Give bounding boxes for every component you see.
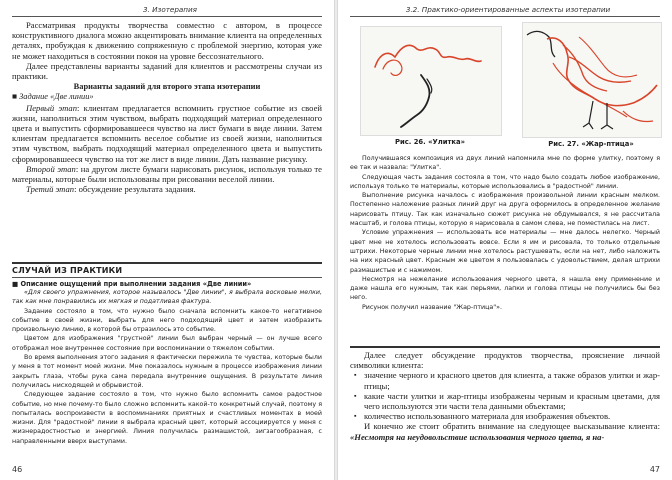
- stage-2: [12, 164, 322, 184]
- case-box: [12, 266, 322, 446]
- case-title: СЛУЧАЙ ИЗ ПРАКТИКИ: [12, 266, 123, 275]
- case-bottom-rule: [350, 346, 660, 348]
- running-head: 3. Изотерапия: [142, 5, 197, 14]
- case-continuation: [350, 154, 660, 312]
- figure-caption: Рис. 26. «Улитка»: [394, 138, 466, 146]
- case-top-rule: [12, 262, 322, 264]
- list-item: ▪ какие части улитки и жар-птицы изображены черным и красным цветами, для чего используются эти части тела данными объектами;: [364, 391, 660, 411]
- page-number: 47: [649, 465, 660, 474]
- case-paragraph: Во время выполнения этого задания я фактически пережила те чувства, которые были у меня в тот момент моей жизни. Мне показалось нужным в процессе изображения линии закрыть глаза, чтобы рука сама передала внутренние ощущения. В результате линия получилась нисходящей и обрывистой.: [12, 354, 322, 389]
- paragraph: Далее представлены варианты заданий для клиентов и рассмотрены случаи из практики.: [12, 60, 322, 82]
- list-item: ▪ значение черного и красного цветов для клиента, а также образов улитки и жар-птицы;: [364, 370, 660, 390]
- header-rule: [350, 16, 660, 17]
- stage-label: Второй этап: [26, 163, 76, 174]
- right-page: [338, 0, 672, 480]
- paragraph: Далее следует обсуждение продуктов творчества, прояснение личной символики клиента:: [350, 350, 660, 371]
- stage-3: [12, 184, 322, 194]
- stage-label: Первый этап: [26, 102, 78, 113]
- case-paragraph: «Для своего упражнения, которое называлось "Две линии", я выбрала восковые мелки, так как мне понравились их мягкая и податливая фактура.: [12, 289, 322, 306]
- case-paragraph: Несмотря на нежелание использования черного цвета, я нашла ему применение и даже нашла его нужным, так как перьями, лапки и голова птицы не получились бы без него.: [350, 275, 660, 302]
- figure-snail: [360, 26, 502, 136]
- case-paragraph: Условие упражнения — использовать все материалы — мне далось нелегко. Черный цвет мне не хотелось использовать вовсе. Если я им и рисовала, то только отдельные штрихи. Некоторые черные линии мне хотелось растушевать, если на нет, либо наложить на них красный цвет. Красным же цветом я пользовалась с удовольствием, делая штрихи размашистые и с нажимом.: [350, 229, 660, 274]
- paragraph: Рассматривая продукты творчества совместно с автором, в процессе конструктивного диалога можно акцентировать внимание клиента на определенных деталях, пробуждая к движению сопряженную с проблемой энергию, которая уже не может находиться в состоянии покоя на уровне бессознательного.: [12, 20, 322, 61]
- discussion-list: [350, 370, 660, 421]
- case-subtitle-text: Описание ощущений при выполнении задания «Две линии»: [20, 280, 252, 288]
- case-rule: [12, 277, 322, 278]
- section-heading: Варианты заданий для второго этапа изотерапии: [73, 82, 261, 92]
- running-head: 3.2. Практико-ориентированные аспекты изотерапии: [405, 5, 611, 14]
- header-rule: [12, 16, 322, 17]
- stage-text: : обсуждение результата задания.: [74, 184, 196, 195]
- case-paragraph: Следующее задание состояло в том, что нужно было вспомнить самое радостное событие, но мне почему-то было сложно вспомнить какой-то конкретный случай, поэтому я попыталась воспроизвести в воспоминаниях приятных и счастливых моментах в моей жизни. Для "радостной" линии я выбрала красный цвет, который ассоциируется у меня с жизнерадостностью и энергией. Линия получилась размашистой, зигзагообразная, с направленными вверх выступами.: [12, 391, 322, 445]
- client-quote: «Несмотря на неудовольствие использования черного цвета, я на-: [350, 431, 605, 442]
- case-paragraph: Рисунок получил название "Жар-птица"».: [362, 303, 502, 311]
- main-text: [12, 20, 322, 194]
- square-bullet-icon: ■: [12, 280, 19, 288]
- case-subtitle: [12, 280, 322, 288]
- stage-1: [12, 103, 322, 164]
- figure-firebird: [522, 22, 662, 138]
- main-text: [350, 350, 660, 442]
- firebird-drawing-icon: [523, 23, 661, 137]
- case-paragraph: Следующая часть задания состояла в том, что надо было создать любое изображение, используя только те материалы, которые использовались в "радостной" линии.: [350, 173, 660, 190]
- left-page: [0, 0, 334, 480]
- paragraph: [350, 421, 660, 441]
- paragraph-text: И конечно же стоит обратить внимание на следующее высказывание клиента:: [364, 421, 660, 432]
- figure-caption: Рис. 27. «Жар-птица»: [548, 140, 634, 148]
- square-bullet-icon: ■: [12, 92, 18, 102]
- case-paragraph: Задание состояло в том, что нужно было сначала вспомнить какое-то негативное событие в своей жизни, выбрать для него подходящий цвет и затем изобразить произвольную линию, в которой бы отразилось это событие.: [12, 307, 322, 334]
- page-number: 46: [12, 465, 23, 474]
- task-title: [12, 92, 322, 102]
- snail-drawing-icon: [361, 27, 501, 135]
- stage-label: Третий этап: [26, 184, 75, 195]
- case-paragraph: Выполнение рисунка началось с изображения произвольной линии красным мелком. Постепенно наложение разных линий друг на друга оформилось в определенное желание нарисовать птицу. Так как изначально сюжет рисунка не обдумывался, я не рассчитала масштаб, и голова птицы, которую я нарисовала в самом слева, не поместилась на лист.: [350, 192, 660, 228]
- stage-text: : клиентам предлагается вспомнить грустное событие из своей жизни, наполниться этим чувством, выбрать подходящий материал определенного цвета и выпустить сформировавшееся чувство на лист бумаги в виде линии. Затем клиентам предлагается вспомнить веселое событие из своей жизни, наполниться этим чувством, выбрать подходящий материал определенного цвета и выпустить сформировавшееся чувство на тот же лист в виде линии. Дать название рисунку.: [12, 102, 322, 164]
- task-name: Задание «Две линии»: [19, 92, 94, 102]
- list-item: ▪ количество использованного материала для изображения объектов.: [364, 411, 660, 421]
- stage-text: : на другом листе бумаги нарисовать рисунок, используя только те материалы, которые были использованы при рисовании веселой линии.: [12, 163, 322, 185]
- case-paragraph: Получившаяся композиция из двух линий напомнила мне по форме улитку, поэтому я ее так и назвала: "Улитка".: [350, 155, 660, 172]
- case-paragraph: Цветом для изображения "грустной" линии был выбран черный — он лучше всего отображал мое внутреннее состояние при воспоминании о тяжелом событии.: [12, 335, 322, 352]
